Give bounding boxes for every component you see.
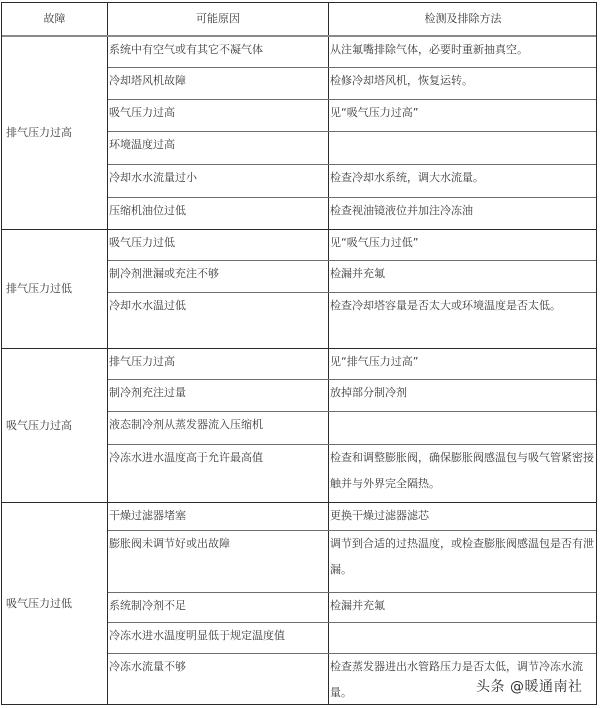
cause-cell: 冷却水水温过低 [109, 299, 186, 312]
remedy-cell: 见“吸气压力过高” [330, 106, 419, 119]
cause-cell: 液态制冷剂从蒸发器流入压缩机 [109, 418, 263, 431]
fault-label: 排气压力过高 [6, 126, 72, 139]
cause-cell: 冷却塔风机故障 [109, 74, 186, 87]
fault-diagnosis-table [1, 2, 597, 705]
remedy-cell: 调节到合适的过热温度，或检查膨胀阀感温包是否有泄漏。 [330, 537, 594, 576]
cause-cell: 压缩机油位过低 [109, 204, 186, 217]
cause-cell: 吸气压力过低 [109, 236, 175, 249]
cause-cell: 吸气压力过高 [109, 106, 175, 119]
remedy-cell: 检查视油镜液位并加注冷冻油 [330, 204, 473, 217]
watermark: 头条 @暖通南社 [476, 679, 583, 695]
cause-cell: 冷冻水进水温度明显低于规定温度值 [109, 629, 285, 642]
remedy-cell: 检漏并充氟 [330, 599, 385, 612]
cause-cell: 系统制冷剂不足 [109, 599, 186, 612]
remedy-cell: 检查和调整膨胀阀，确保膨胀阀感温包与吸气管紧密接触并与外界完全隔热。 [330, 451, 594, 490]
remedy-cell: 见“吸气压力过低” [330, 236, 419, 249]
remedy-cell: 检查冷却水系统，调大水流量。 [330, 171, 484, 184]
header-fault: 故障 [43, 12, 66, 25]
remedy-cell: 检查冷却塔容量是否太大或环境温度是否太低。 [330, 299, 561, 312]
cause-cell: 制冷剂泄漏或充注不够 [109, 267, 219, 280]
cause-cell: 冷却水水流量过小 [109, 171, 197, 184]
remedy-cell [329, 412, 597, 444]
remedy-cell: 检漏并充氟 [330, 267, 385, 280]
cause-cell: 冷冻水流量不够 [109, 660, 186, 673]
remedy-cell: 从注氟嘴排除气体，必要时重新抽真空。 [330, 43, 528, 56]
cause-cell: 膨胀阀未调节好或出故障 [109, 537, 230, 550]
remedy-cell: 见“排气压力过高” [330, 355, 419, 368]
cause-cell: 制冷剂充注过量 [109, 386, 186, 399]
fault-label: 吸气压力过低 [6, 596, 72, 610]
remedy-cell [329, 132, 597, 164]
header-cause: 可能原因 [196, 12, 240, 25]
cause-cell: 系统中有空气或有其它不凝气体 [109, 43, 263, 56]
cause-cell: 环境温度过高 [109, 138, 175, 151]
header-remedy: 检测及排除方法 [424, 12, 502, 25]
cause-cell: 干燥过滤器堵塞 [109, 509, 186, 522]
cause-cell: 冷冻水进水温度高于允许最高值 [109, 451, 263, 464]
fault-label: 吸气压力过高 [6, 418, 72, 432]
remedy-cell: 放掉部分制冷剂 [330, 386, 407, 399]
fault-label: 排气压力过低 [6, 282, 72, 295]
cause-cell: 排气压力过高 [109, 355, 175, 368]
remedy-cell: 检查蒸发器进出水管路压力是否太低，调节冷冻水流量。 [330, 660, 583, 699]
remedy-cell: 更换干燥过滤器滤芯 [330, 509, 429, 522]
remedy-cell: 检修冷却塔风机，恢复运转。 [330, 74, 473, 87]
remedy-cell [329, 623, 597, 653]
